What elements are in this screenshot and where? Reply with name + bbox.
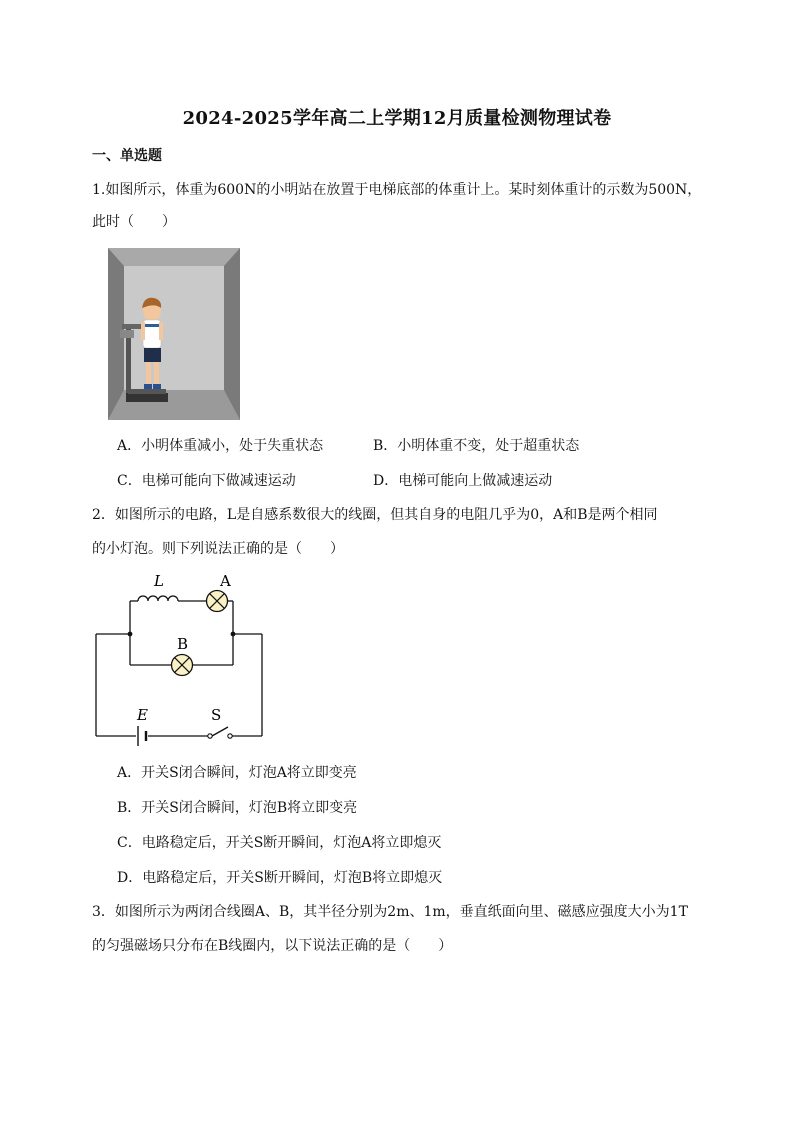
switch-lever (212, 727, 228, 736)
label-l: L (154, 572, 164, 590)
q2-option-d[interactable]: D．电路稳定后，开关S断开瞬间，灯泡B将立即熄灭 (117, 870, 443, 886)
label-b: B (177, 635, 189, 653)
q1-stem-line1: 1.如图所示，体重为600N的小明站在放置于电梯底部的体重计上。某时刻体重计的示数为500N， (92, 182, 702, 198)
elevator-right-wall (224, 248, 240, 420)
label-e: E (137, 706, 148, 724)
q1-option-d[interactable]: D．电梯可能向上做减速运动 (373, 473, 553, 489)
q2-option-a[interactable]: A．开关S闭合瞬间，灯泡A将立即变亮 (117, 765, 357, 781)
q2-option-c[interactable]: C．电路稳定后，开关S断开瞬间，灯泡A将立即熄灭 (117, 835, 442, 851)
circuit-diagram (92, 570, 268, 746)
q3-stem-line2: 的匀强磁场只分布在B线圈内，以下说法正确的是（ ） (92, 938, 453, 954)
junction-right (231, 632, 236, 637)
lamp-a-icon (207, 591, 228, 612)
battery-icon (138, 726, 146, 746)
inductor-coil (138, 596, 178, 601)
switch-contact-right (228, 734, 232, 738)
switch-contact-left (208, 734, 212, 738)
lamp-b-icon (172, 655, 193, 676)
label-s: S (211, 706, 222, 724)
q1-option-c[interactable]: C．电梯可能向下做减速运动 (117, 473, 296, 489)
page-title: 2024-2025学年高二上学期12月质量检测物理试卷 (182, 108, 612, 129)
section-heading: 一、单选题 (92, 148, 162, 164)
junction-left (128, 632, 133, 637)
q1-option-b[interactable]: B．小明体重不变，处于超重状态 (373, 438, 580, 454)
q3-stem-line1: 3．如图所示为两闭合线圈A、B，其半径分别为2m、1m，垂直纸面向里、磁感应强度大小为1T (92, 904, 688, 920)
q1-stem-line2: 此时（ ） (92, 214, 176, 230)
q2-option-b[interactable]: B．开关S闭合瞬间，灯泡B将立即变亮 (117, 800, 358, 816)
q2-stem-line1: 2．如图所示的电路，L是自感系数很大的线圈，但其自身的电阻几乎为0，A和B是两个相同 (92, 507, 658, 523)
label-a: A (220, 572, 231, 590)
q1-option-a[interactable]: A．小明体重减小，处于失重状态 (117, 438, 324, 454)
elevator-figure (108, 248, 240, 420)
q2-stem-line2: 的小灯泡。则下列说法正确的是（ ） (92, 541, 344, 557)
